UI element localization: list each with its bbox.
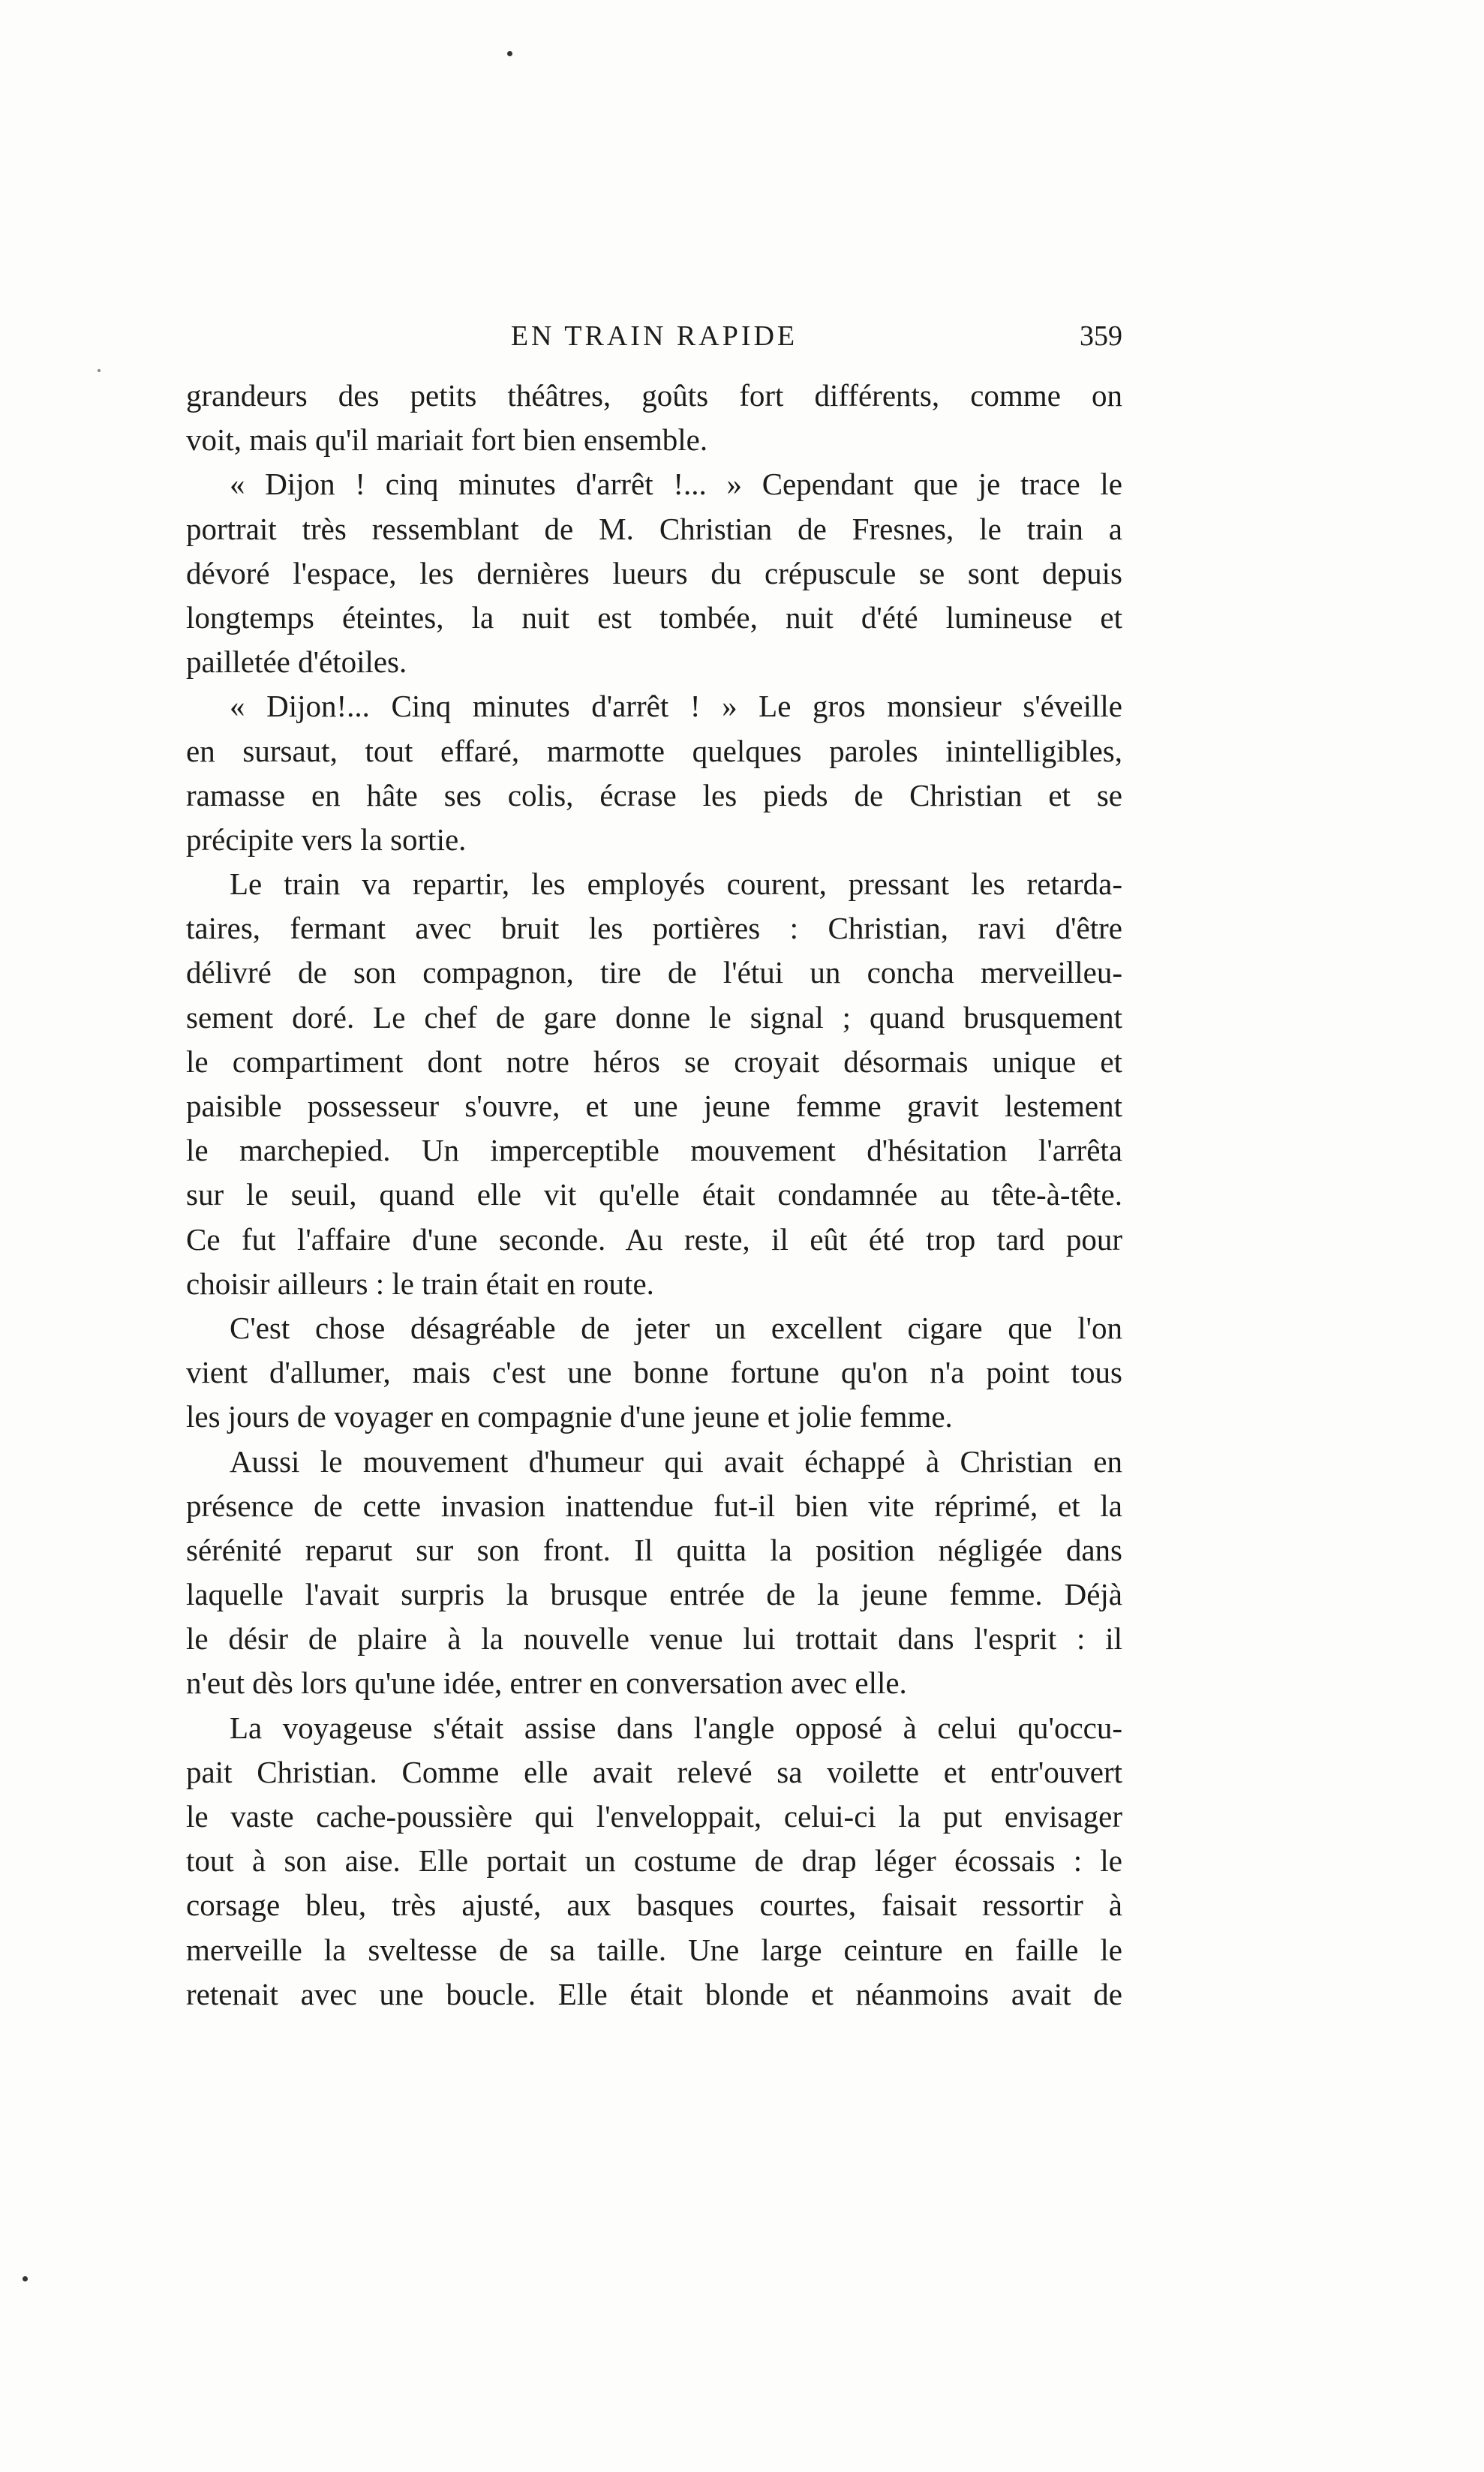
text-line: taires, fermant avec bruit les portières : Christian, ravi d'être: [186, 911, 1122, 946]
text-line: laquelle l'avait surpris la brusque entrée de la jeune femme. Déjà: [186, 1577, 1122, 1612]
text-line: sérénité reparut sur son front. Il quitta la position négligée dans: [186, 1532, 1122, 1567]
text-line: tout à son aise. Elle portait un costume de drap léger écossais : le: [186, 1843, 1122, 1879]
text-line: pailletée d'étoiles.: [186, 644, 407, 680]
text-line: Ce fut l'affaire d'une seconde. Au reste, il eût été trop tard pour: [186, 1221, 1122, 1257]
text-line: merveille la sveltesse de sa taille. Une large ceinture en faille le: [186, 1932, 1122, 1967]
running-title: EN TRAIN RAPIDE: [510, 320, 798, 352]
body-text: [186, 374, 1122, 2017]
text-line: dévoré l'espace, les dernières lueurs du crépuscule se sont depuis: [186, 555, 1122, 590]
text-line: voit, mais qu'il mariait fort bien ensemble.: [186, 422, 708, 458]
text-line: « Dijon!... Cinq minutes d'arrêt ! » Le gros monsieur s'éveille: [230, 689, 1122, 724]
text-line: n'eut dès lors qu'une idée, entrer en conversation avec elle.: [186, 1666, 907, 1701]
text-line: les jours de voyager en compagnie d'une jeune et jolie femme.: [186, 1399, 953, 1434]
text-line: retenait avec une boucle. Elle était blonde et néanmoins avait de: [186, 1976, 1122, 2011]
text-line: le marchepied. Un imperceptible mouvement d'hésitation l'arrêta: [186, 1133, 1122, 1168]
text-line: La voyageuse s'était assise dans l'angle opposé à celui qu'occu-: [230, 1710, 1122, 1745]
text-line: vient d'allumer, mais c'est une bonne fortune qu'on n'a point tous: [186, 1355, 1122, 1390]
text-line: ramasse en hâte ses colis, écrase les pieds de Christian et se: [186, 777, 1122, 812]
text-line: pait Christian. Comme elle avait relevé sa voilette et entr'ouvert: [186, 1754, 1122, 1789]
text-line: présence de cette invasion inattendue fut-il bien vite réprimé, et la: [186, 1488, 1122, 1523]
running-head: [186, 320, 1122, 365]
text-line: sement doré. Le chef de gare donne le signal ; quand brusquement: [186, 999, 1122, 1035]
ink-speck: [507, 51, 512, 56]
text-line: le vaste cache-poussière qui l'enveloppait, celui-ci la put envisager: [186, 1799, 1122, 1834]
text-line: le désir de plaire à la nouvelle venue lui trottait dans l'esprit : il: [186, 1621, 1122, 1657]
text-line: délivré de son compagnon, tire de l'étui un concha merveilleu-: [186, 955, 1122, 990]
text-line: paisible possesseur s'ouvre, et une jeune femme gravit lestement: [186, 1089, 1122, 1123]
page-number: 359: [1080, 320, 1122, 352]
text-line: choisir ailleurs : le train était en route.: [186, 1266, 654, 1301]
text-line: C'est chose désagréable de jeter un excellent cigare que l'on: [230, 1310, 1122, 1345]
text-line: précipite vers la sortie.: [186, 821, 467, 857]
text-line: portrait très ressemblant de M. Christian de Fresnes, le train a: [186, 511, 1122, 546]
text-line: le compartiment dont notre héros se croyait désormais unique et: [186, 1044, 1122, 1079]
text-line: Le train va repartir, les employés courent, pressant les retarda-: [230, 867, 1122, 902]
ink-speck: [98, 369, 101, 372]
text-line: en sursaut, tout effaré, marmotte quelques paroles inintelligibles,: [186, 733, 1122, 768]
text-line: corsage bleu, très ajusté, aux basques courtes, faisait ressortir à: [186, 1888, 1122, 1923]
text-line: longtemps éteintes, la nuit est tombée, nuit d'été lumineuse et: [186, 599, 1122, 635]
text-line: grandeurs des petits théâtres, goûts fort différents, comme on: [186, 378, 1122, 413]
text-line: « Dijon ! cinq minutes d'arrêt !... » Cependant que je trace le: [230, 467, 1122, 502]
text-line: Aussi le mouvement d'humeur qui avait échappé à Christian en: [230, 1443, 1122, 1479]
ink-speck: [23, 2276, 28, 2281]
text-line: sur le seuil, quand elle vit qu'elle était condamnée au tête-à-tête.: [186, 1177, 1122, 1212]
